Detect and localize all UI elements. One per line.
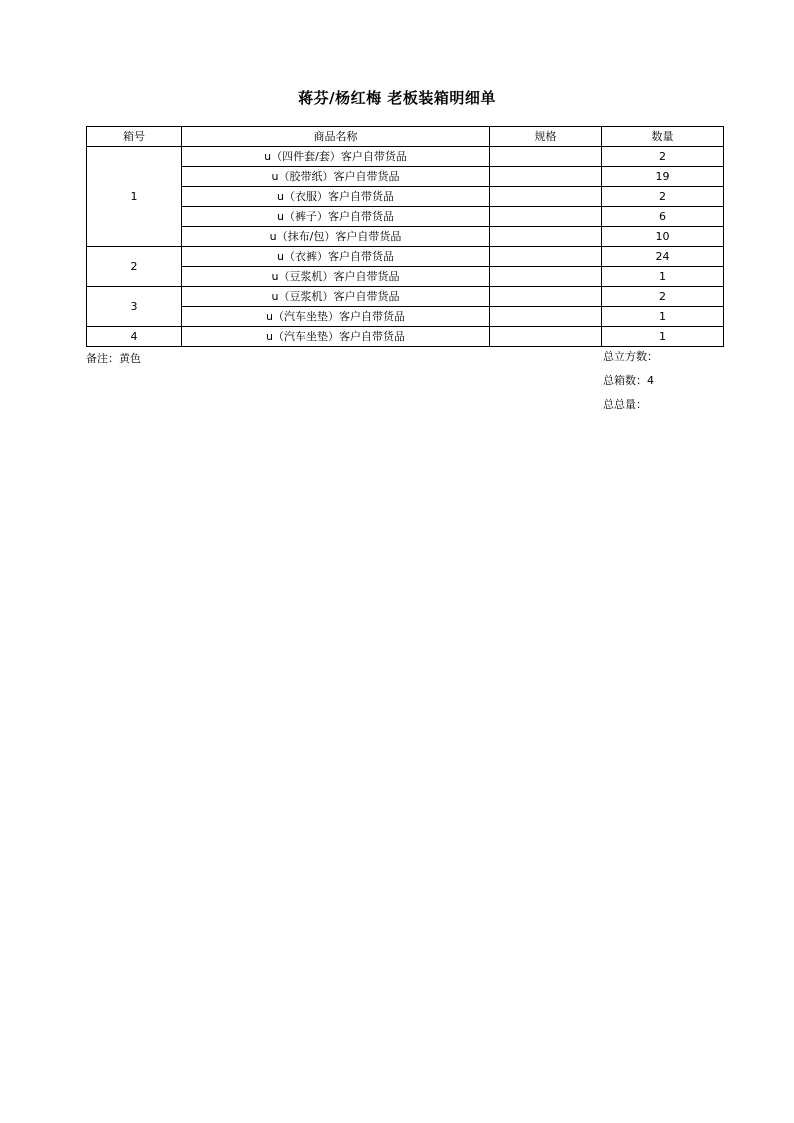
total-boxes-label: 总箱数：4	[603, 374, 654, 387]
table-row	[87, 287, 724, 307]
product-name-cell: u（衣服）客户自带货品	[182, 187, 490, 207]
quantity-cell: 2	[602, 147, 724, 167]
box-number-cell: 2	[87, 247, 182, 287]
table-row	[87, 207, 724, 227]
spec-cell	[490, 207, 602, 227]
quantity-cell: 19	[602, 167, 724, 187]
remark-note: 备注：黄色	[86, 352, 141, 365]
table-row	[87, 167, 724, 187]
quantity-cell: 1	[602, 327, 724, 347]
quantity-cell: 1	[602, 307, 724, 327]
document-title: 蒋芬/杨红梅 老板装箱明细单	[298, 89, 496, 107]
packing-list-table	[86, 126, 724, 347]
product-name-cell: u（四件套/套）客户自带货品	[182, 147, 490, 167]
quantity-cell: 2	[602, 187, 724, 207]
product-name-cell: u（汽车坐垫）客户自带货品	[182, 327, 490, 347]
quantity-cell: 6	[602, 207, 724, 227]
product-name-cell: u（裤子）客户自带货品	[182, 207, 490, 227]
spec-cell	[490, 227, 602, 247]
product-name-cell: u（汽车坐垫）客户自带货品	[182, 307, 490, 327]
spec-cell	[490, 147, 602, 167]
header-quantity: 数量	[602, 127, 724, 147]
box-number-cell: 3	[87, 287, 182, 327]
header-product-name: 商品名称	[182, 127, 490, 147]
spec-cell	[490, 327, 602, 347]
table-row	[87, 247, 724, 267]
header-box-no: 箱号	[87, 127, 182, 147]
spec-cell	[490, 187, 602, 207]
spec-cell	[490, 167, 602, 187]
table-header-row	[87, 127, 724, 147]
table-row	[87, 327, 724, 347]
table-row	[87, 227, 724, 247]
total-quantity-label: 总总量：	[603, 398, 647, 411]
product-name-cell: u（豆浆机）客户自带货品	[182, 267, 490, 287]
quantity-cell: 10	[602, 227, 724, 247]
table-row	[87, 267, 724, 287]
product-name-cell: u（抹布/包）客户自带货品	[182, 227, 490, 247]
quantity-cell: 2	[602, 287, 724, 307]
box-number-cell: 4	[87, 327, 182, 347]
table-row	[87, 187, 724, 207]
spec-cell	[490, 247, 602, 267]
table-row	[87, 147, 724, 167]
spec-cell	[490, 267, 602, 287]
product-name-cell: u（胶带纸）客户自带货品	[182, 167, 490, 187]
header-spec: 规格	[490, 127, 602, 147]
total-volume-label: 总立方数：	[603, 350, 658, 363]
product-name-cell: u（豆浆机）客户自带货品	[182, 287, 490, 307]
quantity-cell: 24	[602, 247, 724, 267]
table-row	[87, 307, 724, 327]
box-number-cell: 1	[87, 147, 182, 247]
product-name-cell: u（衣裤）客户自带货品	[182, 247, 490, 267]
spec-cell	[490, 287, 602, 307]
quantity-cell: 1	[602, 267, 724, 287]
spec-cell	[490, 307, 602, 327]
